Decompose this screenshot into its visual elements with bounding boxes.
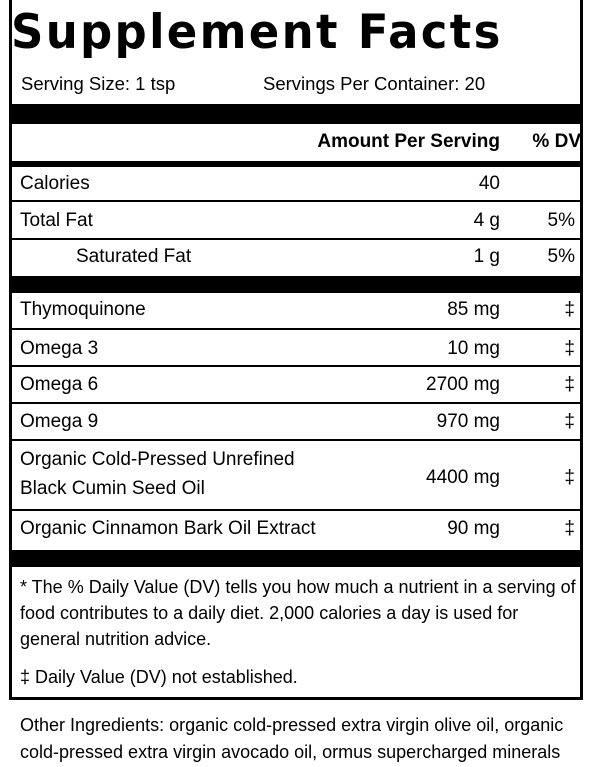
daily-value-footnote: * The % Daily Value (DV) tells you how much a nutrient in a serving of food contributes to a daily diet. 2,000 calories a day is used for general nutrition advice. (20, 577, 576, 649)
nutrient-name-line1: Organic Cold-Pressed Unrefined (20, 449, 295, 470)
nutrient-name: Omega 9 (20, 411, 99, 432)
nutrient-amount: 85 mg (447, 299, 500, 320)
row-divider (9, 238, 583, 240)
nutrient-amount: 1 g (473, 246, 500, 267)
other-ingredients: Other Ingredients: organic cold-pressed extra virgin olive oil, organic cold-pressed extra virgin avocado oil, ormus supercharged minerals (20, 715, 564, 762)
thick-divider (9, 550, 583, 567)
nutrient-amount: 2700 mg (426, 374, 500, 395)
nutrient-dv: ‡ (564, 338, 575, 359)
nutrient-row-black-cumin-seed-oil (12, 448, 580, 508)
nutrient-dv: ‡ (564, 467, 575, 488)
panel-title: Supplement Facts (11, 3, 503, 60)
nutrient-amount: 4 g (473, 210, 500, 231)
dagger-footnote: ‡ Daily Value (DV) not established. (20, 667, 298, 687)
row-divider (9, 402, 583, 404)
nutrient-dv: ‡ (564, 411, 575, 432)
nutrient-name: Total Fat (20, 210, 93, 231)
row-divider (9, 365, 583, 367)
thick-divider (9, 104, 583, 124)
nutrient-name: Saturated Fat (76, 246, 192, 267)
nutrient-amount: 90 mg (447, 518, 500, 539)
row-divider (9, 200, 583, 202)
nutrient-name: Organic Cinnamon Bark Oil Extract (20, 518, 316, 539)
nutrient-name: Omega 3 (20, 338, 99, 359)
nutrient-amount: 40 (478, 173, 500, 194)
daily-value-header: % DV (532, 131, 581, 152)
nutrient-amount: 970 mg (436, 411, 500, 432)
nutrient-name: Thymoquinone (20, 299, 146, 320)
nutrient-name: Omega 6 (20, 374, 99, 395)
nutrient-dv: ‡ (564, 299, 575, 320)
servings-per-container: Servings Per Container: 20 (263, 73, 486, 94)
row-divider (9, 328, 583, 330)
row-divider (9, 509, 583, 511)
nutrient-dv: ‡ (564, 374, 575, 395)
nutrient-amount: 4400 mg (426, 467, 500, 488)
thick-divider (9, 276, 583, 293)
amount-per-serving-header: Amount Per Serving (317, 131, 500, 152)
nutrient-amount: 10 mg (447, 338, 500, 359)
nutrient-dv: 5% (547, 246, 575, 267)
nutrient-name: Calories (20, 173, 90, 194)
row-divider (9, 439, 583, 441)
nutrient-dv: ‡ (564, 518, 575, 539)
nutrient-name-line2: Black Cumin Seed Oil (20, 478, 205, 499)
serving-size: Serving Size: 1 tsp (21, 73, 176, 94)
nutrient-dv: 5% (547, 210, 575, 231)
medium-divider (9, 161, 583, 167)
